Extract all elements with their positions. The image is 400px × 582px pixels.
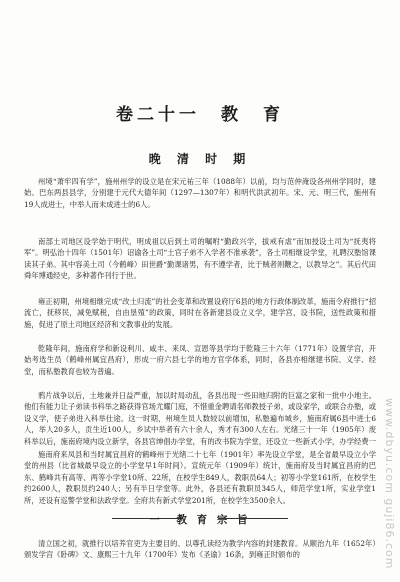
body-paragraph: 施南府来凤县和当时属宜昌府的鹤峰州于光绪二十七年（1901年）率先设立学堂，是全省最早设立小学堂的州县（比省城最早设立的小学堂早1年时间）。宣统元年（1909年）统计，施南府及当时属宜昌府的巴东、鹤峰共有高等、两等小学堂10所、22所，在校学生849人，教职员64人；初等小学堂161所，在校学生约2600人，教职员约240人；另有半日学堂等。此外，各县还有教职员345人，师范学堂1所，实业学堂1所，还设有巡警学堂和法政学堂。全府共有新式学堂201所，在校学生3500余人。: [24, 450, 376, 505]
body-paragraph: 南部土司地区设学始于明代，明成祖以后到土司的嘱咐“勤政兴学，拔戒有虐”而加授设土司为“抚夷将军”。明弘治十四年（1501年）诏谕各土司“土官子弟不入学者不准承袭”，各土司相继设学堂，礼聘汉塾馆课读其子弟。其中容美土司（今鹤峰）田世爵“勤课诸男，有不遵学者，比于贼者则鞭之，以教导之”。其后代田舜年博通经史，多种著作刊行于世。: [24, 237, 376, 281]
body-paragraph: 乾隆年间，施南府学和新设利川、咸丰、来凤、宣恩等县学均于乾隆三十六年（1771年）设置学宫，开始考选生员（鹤峰州属宜昌府），形成一府六县七学的地方官学体系，同时，各县亦相继建书院、义学、经堂，而私塾教育也较为普遍。: [24, 344, 376, 376]
section-title: 晚 清 时 期: [148, 152, 252, 166]
subheading-rule-right: [218, 518, 288, 519]
subheading: 一 教 育 宗 旨: [149, 514, 251, 526]
body-paragraph: 雍正初期，州境相继完成“改土归流”的社会变革和改置设府厅6县的地方行政体制改革，施南令府推行“招流亡，抚移民，减免赋税，自由垦殖”的政策，同时在各新建县设立义学，建学宫，设书院，送性政策和措施，促进了原土司地区经济和文教事业的发展。: [24, 297, 376, 329]
chapter-title: 卷二十一 教 育: [116, 105, 284, 125]
closing-paragraph: 清立国之初，就推行以培养官吏为主要目的、以尊孔读经为教学内容的封建教育。从顺治九年（1652年）颁发学宫《卧碑》文、康熙三十九年（1700年）发布《圣谕》16条，到雍正时颁布的: [24, 539, 376, 560]
body-paragraph: 鸦片战争以后，土地兼并日益严重，加以时局动乱，各县出现一些田地归附的巨富之家和一批中小地主。他们有能力让子弟读书科举之路获得官场尤耀门庭，不惜重金聘请名师教授子弟，或设家学，或联合办塾，或设义学，使子弟进入科举仕途。这一时期，州境生员人数较以前增加，私塾遍布城乡，施南府属6县中进士6人，举人20多人，贡生近100人，乡试中举者有六十余人，秀才有300人左右。光绪三十一年（1905年）废科举以后，施南府境内设立新学，各县官绅倡办学堂，有的改书院为学堂，还设立一些新式小学，办学经费一: [24, 391, 376, 446]
body-paragraph: 州境“萧牢四有学”，施州州学的设立是在宋元祐三年（1088年）以前，均与范仲淹设各州州学同时，建始、巴东两县县学，分别建于元代大德年间（1297—1307年）和明代洪武初年。宋、元、明三代，施州有19人成进士，中举人而未成进士的6人。: [24, 177, 376, 209]
watermark: www.dbyu.com guji86.com: [383, 398, 396, 570]
